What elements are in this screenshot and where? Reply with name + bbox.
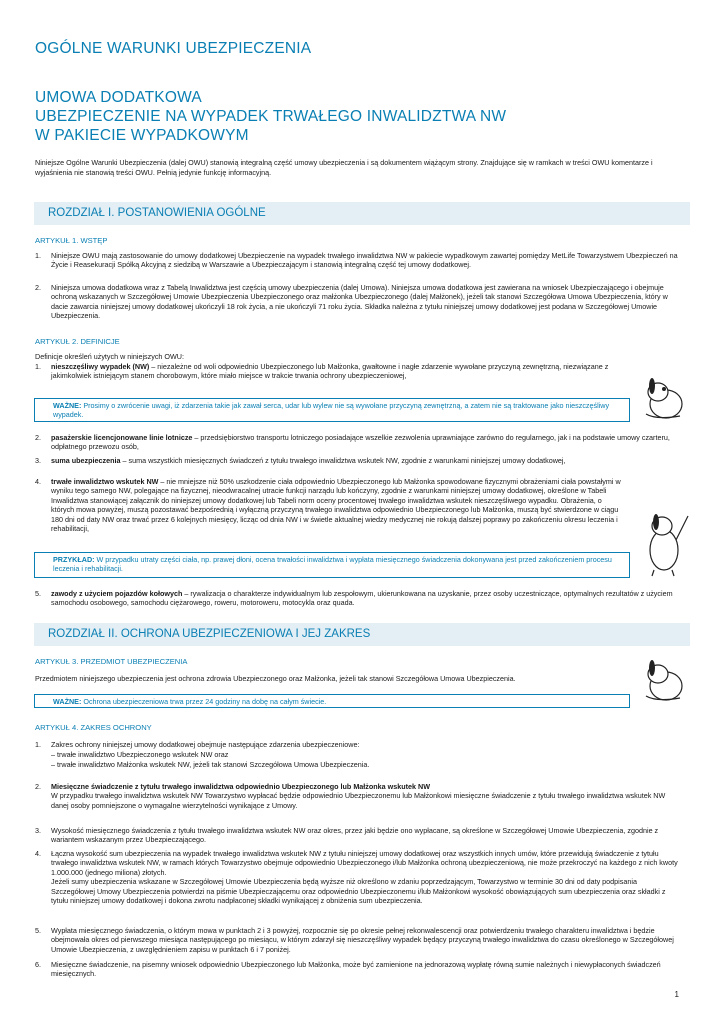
definition-item: 4. trwałe inwalidztwo wskutek NW – nie mniejsze niż 50% uszkodzenie ciała odpowiednio Ubezpieczonego lub Małżonka spowodowane fizycznymi obrażeniami ciała powstałymi w wyniku tego samego NW, polegające na fizycznej, nieodwracalnej utracie funkcji narządu lub kończyny, zgodnie z warunkami niniejszej umowy dodatkowej, określone w Tabeli Inwalidztwa stanowiącej załącznik do niniejszej umowy dodatkowej lub Tabeli norm oceny procentowej trwałego inwalidztwa wskutek nieszczęśliwego wypadku. Obrażenia, o których mowa powyżej, muszą pozostawać bezpośrednią i wyłączną przyczyną trwałego inwalidztwa odpowiednio Ubezpieczonego lub Małżonka, muszą być stwierdzone w ciągu 180 dni od daty NW oraz trwać przez 6 kolejnych miesięcy, licząc od dnia NW i w świetle aktualnej wiedzy medycznej nie rokują dalszej poprawy po zakończeniu okresu leczenia i rehabilitacji, (35, 477, 621, 534)
definition-term: trwałe inwalidztwo wskutek NW (51, 477, 159, 486)
definition-term: nieszczęśliwy wypadek (NW) (51, 362, 150, 371)
snoopy-illustration (636, 374, 692, 424)
article-heading: ARTYKUŁ 2. DEFINICJE (35, 337, 120, 346)
document-title: OGÓLNE WARUNKI UBEZPIECZENIA (35, 40, 312, 57)
list-item: 6. Miesięczne świadczenie, na pisemny wniosek odpowiednio Ubezpieczonego lub Małżonka, może być zamienione na jednorazową wypłatę równą sumie należnych i niewypłaconych świadczeń miesięcznych. (35, 960, 661, 979)
paragraph: Definicje określeń użytych w niniejszych OWU: (35, 352, 184, 361)
paragraph: Przedmiotem niniejszego ubezpieczenia jest ochrona zdrowia Ubezpieczonego oraz Małżonka, jeżeli tak stanowi Szczegółowa Umowa Ubezpieczenia. (35, 674, 516, 683)
definition-term: zawody z użyciem pojazdów kołowych (51, 589, 183, 598)
callout-box: WAŻNE: Ochrona ubezpieczeniowa trwa przez 24 godziny na dobę na całym świecie. (34, 694, 630, 708)
list-item: 2. Miesięczne świadczenie z tytułu trwałego inwalidztwa odpowiednio Ubezpieczonego lub Małżonka wskutek NW W przypadku trwałego inwalidztwa wskutek NW Towarzystwo wypłacać będzie odpowiednio Ubezpieczonemu lub Małżonkowi miesięczne świadczenie z tytułu trwałego inwalidztwa wskutek NW danej osoby pomniejszone o wymagalne wierzytelności wynikające z Umowy. (35, 782, 666, 810)
definition-item: 5. zawody z użyciem pojazdów kołowych – rywalizacja o charakterze indywidualnym lub zespołowym, ukierunkowana na uzyskanie, przez osoby uczestniczące, optymalnych rezultatów z użyciem samochodu osobowego, samochodu ciężarowego, roweru, motoroweru, motocykla oraz quada. (35, 589, 673, 608)
callout-box: PRZYKŁAD: W przypadku utraty części ciała, np. prawej dłoni, ocena trwałości inwalidztwa i wypłata miesięcznego świadczenia dokonywana jest przed zakończeniem procesu leczenia i rehabilitacji. (34, 552, 630, 578)
list-item: 3. Wysokość miesięcznego świadczenia z tytułu trwałego inwalidztwa wskutek NW oraz okres, przez jaki będzie ono wypłacane, są określone w Szczegółowej Umowie Ubezpieczenia, zgodnie z wariantem wskazanym przez Ubezpieczającego. (35, 826, 659, 845)
subtitle-line: UMOWA DODATKOWA (35, 89, 202, 106)
article-heading: ARTYKUŁ 1. WSTĘP (35, 236, 108, 245)
intro-paragraph: Niniejsze Ogólne Warunki Ubezpieczenia (dalej OWU) stanowią integralną część umowy ubezpieczenia i są dokumentem wiążącym strony. Znajdujące się w ramkach w treści OWU komentarze i wyjaśnienia nie stanowią treści OWU. Pełnią jedynie funkcję informacyjną. (35, 158, 653, 177)
definition-item: 3. suma ubezpieczenia – suma wszystkich miesięcznych świadczeń z tytułu trwałego inwalidztwa wskutek NW, zgodnie z warunkami niniejszej umowy dodatkowej, (35, 456, 566, 465)
chapter-title: ROZDZIAŁ II. OCHRONA UBEZPIECZENIOWA I JEJ ZAKRES (48, 628, 371, 640)
chapter-title: ROZDZIAŁ I. POSTANOWIENIA OGÓLNE (48, 207, 266, 219)
list-item: 4. Łączna wysokość sum ubezpieczenia na wypadek trwałego inwalidztwa wskutek NW z tytułu niniejszej umowy dodatkowej oraz wszystkich innych umów, które przewidują świadczenie z tytułu trwałego inwalidztwa wskutek NW, w ramach których Towarzystwo obejmuje odpowiednio Ubezpieczonego i/lub Małżonka ochroną ubezpieczeniową, nie może przekroczyć na każdego z nich kwoty 1.000.000 (jednego miliona) złotych. Jeżeli sumy ubezpieczenia wskazane w Szczegółowej Umowie Ubezpieczenia będą wyższe niż określono w zdaniu poprzedzającym, Towarzystwo w terminie 30 dni od daty podpisania Szczegółowej Umowy Ubezpieczenia potwierdzi na piśmie Ubezpieczającemu oraz odpowiednio Ubezpieczonemu i/lub Małżonkowi wysokość obowiązujących sum ubezpieczenia oraz składki z tytułu niniejszej umowy dodatkowej i dokona zwrotu nadpłaconej składki wynikającej z obniżenia sum ubezpieczenia. (35, 849, 678, 906)
article-heading: ARTYKUŁ 4. ZAKRES OCHRONY (35, 723, 152, 732)
definition-item: 2. pasażerskie licencjonowane linie lotnicze – przedsiębiorstwo transportu lotniczego posiadające wszelkie zezwolenia uprawniające zarówno do regularnego, jak i na podstawie umowy czarteru, odpłatnego przewozu osób, (35, 433, 670, 452)
list-item: 5. Wypłata miesięcznego świadczenia, o którym mowa w punktach 2 i 3 powyżej, rozpocznie się po okresie pełnej rekonwalescencji oraz potwierdzeniu trwałego charakteru inwalidztwa i będzie obejmowała okres od pierwszego miesiąca następującego po miesiącu, w którym zdarzył się nieszczęśliwy wypadek będący przyczyną trwałego inwalidztwa do czasu określonego w Szczegółowej Umowie Ubezpieczenia, z uwzględnieniem zapisu w punktach 6 i 7 poniżej. (35, 926, 674, 954)
page-number: 1 (674, 990, 679, 999)
article-heading: ARTYKUŁ 3. PRZEDMIOT UBEZPIECZENIA (35, 657, 188, 666)
callout-box: WAŻNE: Prosimy o zwrócenie uwagi, iż zdarzenia takie jak zawał serca, udar lub wylew nie są wywołane przyczyną zewnętrzną, a zatem nie są traktowane jako nieszczęśliwy wypadek. (34, 398, 630, 422)
chapter-header (34, 202, 690, 225)
definition-term: suma ubezpieczenia (51, 456, 121, 465)
list-item: 2. Niniejsza umowa dodatkowa wraz z Tabelą Inwalidztwa jest częścią umowy ubezpieczenia (dalej Umowa). Niniejsza umowa dodatkowa jest zawierana na wniosek Ubezpieczającego i obejmuje ochroną wskazanych w Szczegółowej Umowie Ubezpieczenia Ubezpieczonego oraz małżonka Ubezpieczonego (dalej Małżonek), jeżeli tak stanowi Szczegółowa Umowa Ubezpieczenia, który w dacie zawarcia niniejszej umowy dodatkowej ukończyli 18 rok życia, a nie ukończyli 71 roku życia. Składka należna z tytułu niniejszej umowy dodatkowej jest podana w Szczegółowej Umowie Ubezpieczenia. (35, 283, 668, 321)
item-heading: Miesięczne świadczenie z tytułu trwałego inwalidztwa odpowiednio Ubezpieczonego lub Małżonka wskutek NW (51, 782, 430, 791)
definition-term: pasażerskie licencjonowane linie lotnicze (51, 433, 193, 442)
definition-item: 1. nieszczęśliwy wypadek (NW) – niezależne od woli odpowiednio Ubezpieczonego lub Małżonka, gwałtowne i nagłe zdarzenie wywołane przyczyną zewnętrzną, niezwiązane z jakimkolwiek istniejącym stanem chorobowym, które miało miejsce w trakcie trwania ochrony ubezpieczeniowej, (35, 362, 609, 381)
list-item: 1. Zakres ochrony niniejszej umowy dodatkowej obejmuje następujące zdarzenia ubezpieczeniowe: (35, 740, 360, 749)
snoopy-illustration (636, 656, 692, 706)
document-subtitle (35, 88, 506, 145)
list-item: 1. Niniejsze OWU mają zastosowanie do umowy dodatkowej Ubezpieczenie na wypadek trwałego inwalidztwa NW w pakiecie wypadkowym zawartej pomiędzy MetLife Towarzystwem Ubezpieczeń na Życie i Reasekuracji Spółką Akcyjną z siedzibą w Warszawie a Ubezpieczającym i stanowią integralną część tej umowy dodatkowej. (35, 251, 678, 270)
snoopy-illustration (632, 510, 692, 578)
subtitle-line: W PAKIECIE WYPADKOWYM (35, 127, 249, 144)
list-subitem: – trwałe inwalidztwo Małżonka wskutek NW, jeżeli tak stanowi Szczegółowa Umowa Ubezpieczenia. (51, 760, 370, 769)
subtitle-line: UBEZPIECZENIE NA WYPADEK TRWAŁEGO INWALIDZTWA NW (35, 108, 507, 125)
list-subitem: – trwałe inwalidztwo Ubezpieczonego wskutek NW oraz (51, 750, 229, 759)
chapter-header (34, 623, 690, 646)
